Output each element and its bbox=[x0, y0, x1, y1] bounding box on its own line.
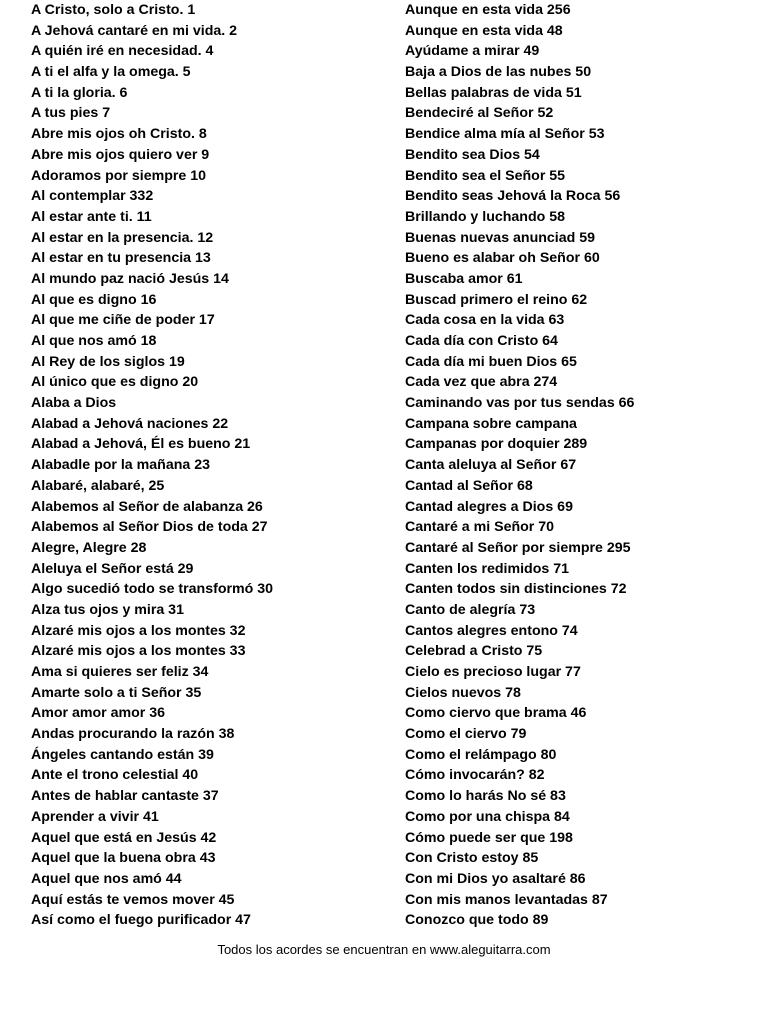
song-entry: Alzaré mis ojos a los montes 33 bbox=[31, 643, 246, 660]
song-entry: Ante el trono celestial 40 bbox=[31, 767, 199, 784]
song-entry: Alegre, Alegre 28 bbox=[31, 539, 147, 556]
song-entry: Cada día mi buen Dios 65 bbox=[405, 353, 577, 370]
song-entry: Canten todos sin distinciones 72 bbox=[405, 581, 627, 598]
song-entry: Conozco que todo 89 bbox=[405, 912, 549, 929]
song-entry: Aquel que está en Jesús 42 bbox=[31, 829, 217, 846]
song-entry: Cómo invocarán? 82 bbox=[405, 767, 545, 784]
song-entry: Abre mis ojos oh Cristo. 8 bbox=[31, 126, 207, 143]
song-entry: Campana sobre campana bbox=[405, 415, 577, 432]
song-entry: Caminando vas por tus sendas 66 bbox=[405, 395, 635, 412]
song-entry: Bendito seas Jehová la Roca 56 bbox=[405, 188, 621, 205]
song-entry: Algo sucedió todo se transformó 30 bbox=[31, 581, 274, 598]
song-entry: Bendice alma mía al Señor 53 bbox=[405, 126, 605, 143]
song-entry: Bendito sea el Señor 55 bbox=[405, 167, 566, 184]
song-entry: Aunque en esta vida 48 bbox=[405, 22, 563, 39]
song-entry: Cantad al Señor 68 bbox=[405, 477, 533, 494]
song-entry: Al mundo paz nació Jesús 14 bbox=[31, 270, 229, 287]
song-entry: Como ciervo que brama 46 bbox=[405, 705, 587, 722]
song-entry: Buscad primero el reino 62 bbox=[405, 291, 588, 308]
song-entry: Cada día con Cristo 64 bbox=[405, 333, 558, 349]
song-entry: Buenas nuevas anunciad 59 bbox=[405, 229, 596, 246]
footer-note: Todos los acordes se encuentran en www.aleguitarra.com bbox=[217, 942, 551, 957]
song-entry: Celebrad a Cristo 75 bbox=[405, 643, 543, 660]
song-entry: Al estar en la presencia. 12 bbox=[31, 229, 214, 246]
song-index-left-column bbox=[31, 0, 391, 931]
song-entry: Cómo puede ser que 198 bbox=[405, 829, 573, 846]
song-entry: Cielo es precioso lugar 77 bbox=[405, 664, 581, 680]
song-entry: Abre mis ojos quiero ver 9 bbox=[31, 146, 210, 163]
song-entry: Bueno es alabar oh Señor 60 bbox=[405, 250, 600, 267]
song-entry: Alabemos al Señor de alabanza 26 bbox=[31, 498, 263, 515]
song-entry: Amarte solo a ti Señor 35 bbox=[31, 684, 202, 701]
song-entry: A ti el alfa y la omega. 5 bbox=[31, 64, 191, 81]
song-entry: Cada cosa en la vida 63 bbox=[405, 312, 565, 329]
song-entry: Al estar en tu presencia 13 bbox=[31, 250, 211, 267]
song-entry: Alabad a Jehová naciones 22 bbox=[31, 415, 229, 432]
song-entry: Aprender a vivir 41 bbox=[31, 808, 159, 825]
song-entry: Alabad a Jehová, Él es bueno 21 bbox=[31, 436, 251, 453]
song-entry: Con mi Dios yo asaltaré 86 bbox=[405, 870, 586, 887]
song-entry: Al que me ciñe de poder 17 bbox=[31, 312, 215, 329]
song-entry: Canta aleluya al Señor 67 bbox=[405, 457, 577, 474]
song-entry: Así como el fuego purificador 47 bbox=[31, 912, 251, 929]
song-entry: Alaba a Dios bbox=[31, 395, 117, 412]
song-entry: A ti la gloria. 6 bbox=[31, 84, 128, 101]
song-entry: Ángeles cantando están 39 bbox=[31, 746, 214, 763]
song-entry: A tus pies 7 bbox=[31, 105, 111, 122]
song-entry: Aquí estás te vemos mover 45 bbox=[31, 891, 235, 908]
song-entry: Adoramos por siempre 10 bbox=[31, 167, 207, 184]
song-entry: Cantaré al Señor por siempre 295 bbox=[405, 539, 631, 556]
song-entry: Cielos nuevos 78 bbox=[405, 684, 521, 701]
song-entry: Al único que es digno 20 bbox=[31, 374, 199, 391]
song-entry: Al Rey de los siglos 19 bbox=[31, 353, 185, 370]
song-entry: Bendito sea Dios 54 bbox=[405, 146, 540, 163]
song-entry: Al que es digno 16 bbox=[31, 291, 157, 308]
song-entry: Alza tus ojos y mira 31 bbox=[31, 601, 184, 618]
song-entry: Cantaré a mi Señor 70 bbox=[405, 519, 555, 536]
song-entry: Al contemplar 332 bbox=[31, 188, 154, 205]
song-entry: Al estar ante ti. 11 bbox=[31, 208, 152, 225]
song-entry: Amor amor amor 36 bbox=[31, 705, 166, 722]
song-entry: Con Cristo estoy 85 bbox=[405, 850, 539, 867]
song-entry: Al que nos amó 18 bbox=[31, 333, 157, 349]
song-entry: Ama si quieres ser feliz 34 bbox=[31, 664, 209, 680]
song-entry: Canten los redimidos 71 bbox=[405, 560, 569, 577]
song-entry: Como lo harás No sé 83 bbox=[405, 788, 566, 805]
song-entry: Canto de alegría 73 bbox=[405, 601, 536, 618]
song-entry: Con mis manos levantadas 87 bbox=[405, 891, 608, 908]
song-entry: A Jehová cantaré en mi vida. 2 bbox=[31, 22, 238, 39]
song-entry: Cantos alegres entono 74 bbox=[405, 622, 578, 639]
song-entry: Aleluya el Señor está 29 bbox=[31, 560, 194, 577]
song-entry: Como el ciervo 79 bbox=[405, 726, 527, 743]
song-entry: A Cristo, solo a Cristo. 1 bbox=[31, 2, 196, 18]
song-entry: Campanas por doquier 289 bbox=[405, 436, 588, 453]
song-entry: Como el relámpago 80 bbox=[405, 746, 557, 763]
song-entry: Aquel que nos amó 44 bbox=[31, 870, 182, 887]
song-entry: Aquel que la buena obra 43 bbox=[31, 850, 216, 867]
song-entry: Bendeciré al Señor 52 bbox=[405, 105, 554, 122]
song-entry: Ayúdame a mirar 49 bbox=[405, 43, 540, 60]
song-entry: Aunque en esta vida 256 bbox=[405, 2, 571, 18]
song-entry: A quién iré en necesidad. 4 bbox=[31, 43, 214, 60]
song-entry: Alabadle por la mañana 23 bbox=[31, 457, 210, 474]
song-entry: Andas procurando la razón 38 bbox=[31, 726, 235, 743]
song-entry: Cada vez que abra 274 bbox=[405, 374, 558, 391]
song-entry: Bellas palabras de vida 51 bbox=[405, 84, 582, 101]
song-entry: Buscaba amor 61 bbox=[405, 270, 523, 287]
song-entry: Cantad alegres a Dios 69 bbox=[405, 498, 573, 515]
song-entry: Alzaré mis ojos a los montes 32 bbox=[31, 622, 246, 639]
song-index-right-column bbox=[405, 0, 765, 931]
song-entry: Alabaré, alabaré, 25 bbox=[31, 477, 165, 494]
song-entry: Baja a Dios de las nubes 50 bbox=[405, 64, 592, 81]
song-entry: Antes de hablar cantaste 37 bbox=[31, 788, 219, 805]
song-entry: Brillando y luchando 58 bbox=[405, 208, 566, 225]
song-entry: Alabemos al Señor Dios de toda 27 bbox=[31, 519, 268, 536]
song-entry: Como por una chispa 84 bbox=[405, 808, 570, 825]
